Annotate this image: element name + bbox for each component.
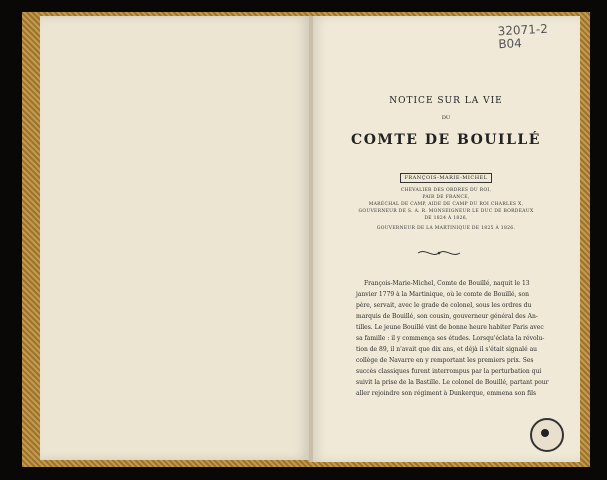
subtitle-line: DE 1824 À 1826, (424, 216, 468, 221)
body-line: sa famille : il y commença ses études. Lorsqu'éclata la révolu- (356, 335, 545, 342)
title-du: DU (441, 115, 451, 121)
subtitle-line: MARÉCHAL DE CAMP, AIDE DE CAMP DU ROI CHARLES X, (368, 202, 524, 207)
handwritten-shelfmark (497, 23, 548, 51)
body-line: suivit la prise de la Bastille. Le colonel de Bouillé, partant pour (356, 379, 549, 386)
body-line: tilles. Le jeune Bouillé vint de bonne heure habiter Paris avec (356, 324, 544, 331)
body-line: collège de Navarre en y remportant les premiers prix. Ses (356, 357, 534, 364)
title-given-box (312, 164, 580, 183)
subtitle-line: GOUVERNEUR DE S. A. R. MONSEIGNEUR LE DUC DE BORDEAUX (358, 209, 534, 214)
body-line: janvier 1779 à la Martinique, où le comte de Bouillé, son (356, 291, 529, 298)
left-page-blank (40, 16, 310, 460)
title-name: COMTE DE BOUILLÉ (351, 132, 541, 148)
subtitle-line: GOUVERNEUR DE LA MARTINIQUE DE 1825 À 1826. (376, 226, 516, 231)
book-gutter (309, 16, 313, 462)
body-line: François-Marie-Michel, Comte de Bouillé, naquit le 13 (364, 280, 530, 287)
body-line: père, servait, avec le grade de colonel, sous les ordres du (356, 302, 532, 309)
subtitle-line: PAIR DE FRANCE, (422, 195, 470, 200)
body-line: aller rejoindre son régiment à Dunkerque, emmena son fils (356, 390, 537, 397)
right-page (312, 16, 580, 462)
body-line: marquis de Bouillé, son cousin, gouverneur général des An- (356, 313, 538, 320)
body-line: succès classiques furent interrompus par la perturbation qui (356, 368, 542, 375)
shelfmark-line: B04 (497, 35, 523, 51)
title-given: FRANÇOIS-MARIE-MICHEL (400, 173, 491, 183)
title-notice: NOTICE SUR LA VIE (389, 96, 503, 106)
shelfmark-line: 32071-2 (497, 21, 549, 39)
body-line: tion de 89, il n'avait que dix ans, et déjà il s'était signalé au (356, 346, 538, 353)
ornament-divider (416, 248, 462, 258)
subtitle-line: CHEVALIER DES ORDRES DU ROI, (400, 188, 492, 193)
library-stamp-icon (530, 418, 564, 452)
